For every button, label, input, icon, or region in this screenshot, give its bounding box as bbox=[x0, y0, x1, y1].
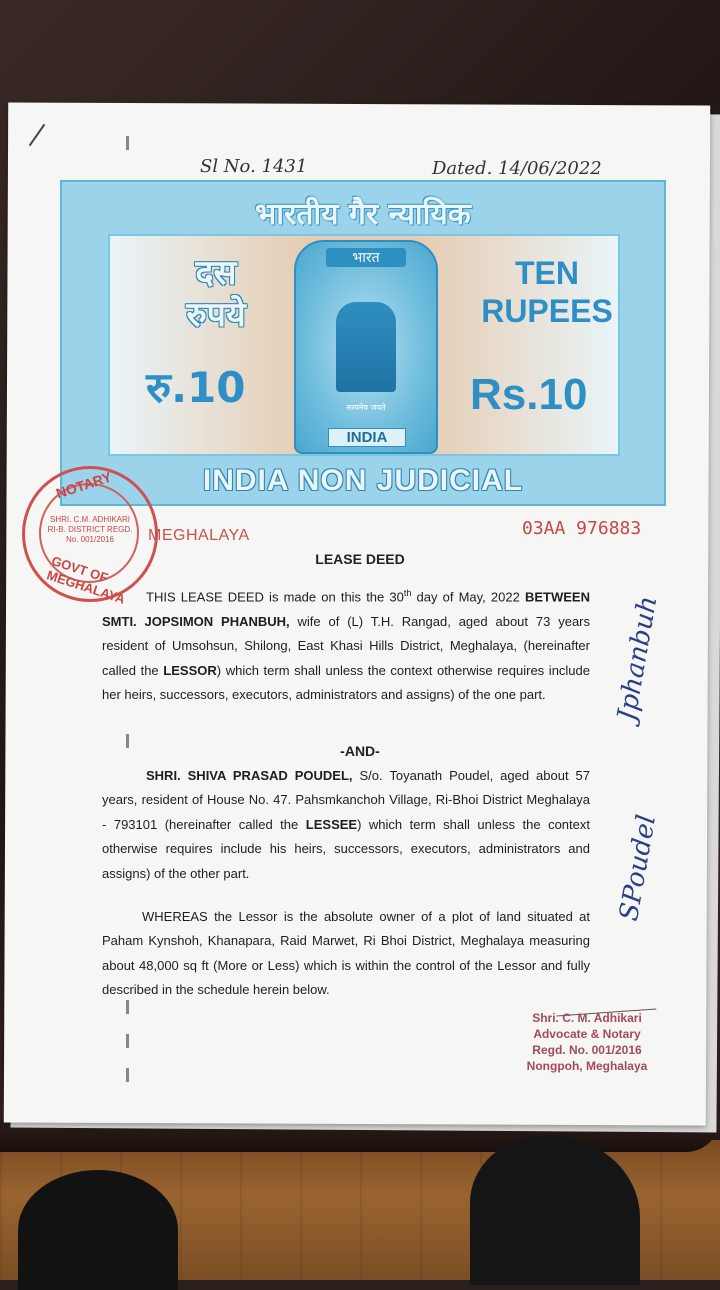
margin-mark bbox=[126, 1034, 129, 1048]
ashoka-emblem-icon bbox=[294, 240, 438, 454]
emblem-bharat-label: भारत bbox=[326, 248, 406, 267]
para1-text-a: THIS LEASE DEED is made on this the 30 bbox=[146, 589, 404, 605]
stamp-rupees: RUPEES bbox=[481, 293, 613, 329]
advocate-regd: Regd. No. 001/2016 bbox=[532, 1043, 642, 1057]
para2-text-d: ) which term shall unless the context otherwise requires include his heirs, successors, executors, administrators and assigns) of the other part. bbox=[102, 816, 590, 881]
advocate-place: Nongpoh, Meghalaya bbox=[526, 1059, 648, 1073]
lessee-label: LESSEE bbox=[305, 816, 358, 832]
advocate-name: Shri. C. M. Adhikari bbox=[532, 1011, 642, 1025]
margin-mark bbox=[126, 136, 129, 150]
stamp-ten: TEN bbox=[515, 255, 579, 291]
stamp-english-value: Rs.10 bbox=[470, 370, 588, 419]
notary-seal-inner: SHRI. C.M. ADHIKARI RI-B. DISTRICT REGD. No. 001/2016 bbox=[47, 515, 133, 544]
advocate-stamp bbox=[522, 1010, 652, 1074]
stamp-hindi-value: रु.10 bbox=[146, 363, 246, 412]
handwritten-date: Dated. 14/06/2022 bbox=[432, 158, 602, 179]
lessee-signature: SPoudel bbox=[614, 812, 663, 924]
emblem-india-label: INDIA bbox=[328, 428, 406, 447]
para1-text-b: day of May, 2022 bbox=[411, 589, 525, 605]
stamp-serial-number: 03AA 976883 bbox=[522, 518, 642, 539]
stamp-hindi-das: दस bbox=[195, 253, 237, 293]
para1-text-f: ) which term shall unless the context otherwise requires include her heirs, successors, executors, administrators and assigns) of the one part. bbox=[102, 662, 590, 702]
para1-superscript: th bbox=[403, 588, 412, 598]
notary-seal-top: NOTARY bbox=[53, 468, 114, 502]
lessee-name: SHRI. SHIVA PRASAD POUDEL, bbox=[146, 768, 353, 783]
stamp-hindi-heading: भारतीय गैर न्यायिक bbox=[255, 197, 471, 232]
emblem-motto: सत्यमेव जयते bbox=[346, 403, 386, 412]
shoe-left bbox=[18, 1170, 178, 1290]
para1-text-d: wife of (L) T.H. Rangad, aged about 73 years resident of Umsohsun, Shilong, East Khasi Hills District, Meghalaya, (hereinafter called the bbox=[102, 613, 590, 678]
para2-text-b: S/o. Toyanath Poudel, aged about 57 years, resident of House No. 47. Pahsmkanchoh Village, Ri-Bhoi District Meghalaya - 793101 (hereinafter called the bbox=[102, 768, 591, 832]
paragraph-whereas: WHEREAS the Lessor is the absolute owner of a plot of land situated at Paham Kynshoh, Khanapara, Raid Marwet, Ri Bhoi District, Meghalaya measuring about 48,000 sq ft (More or Less) which is within the control of the Lessor and fully described in the schedule herein below. bbox=[102, 909, 590, 998]
and-separator: -AND- bbox=[340, 743, 380, 759]
stamp-state: MEGHALAYA bbox=[148, 527, 250, 544]
document-title: LEASE DEED bbox=[315, 551, 405, 567]
paragraph-parties-lessee bbox=[102, 764, 590, 886]
margin-mark bbox=[126, 1000, 129, 1014]
stamp-hindi-rupaye: रुपये bbox=[186, 295, 246, 335]
lessor-label: LESSOR bbox=[163, 662, 217, 678]
paragraph-parties-lessor bbox=[102, 581, 590, 707]
stamp-bottom-banner: INDIA NON JUDICIAL bbox=[202, 464, 524, 497]
stamp-english-denomination bbox=[472, 254, 622, 330]
lessor-name: BETWEEN SMTI. JOPSIMON PHANBUH, bbox=[102, 589, 590, 629]
stamp-hindi-denomination bbox=[156, 252, 276, 336]
margin-mark bbox=[126, 1068, 129, 1082]
lessor-signature: Jphanbuh bbox=[612, 593, 664, 724]
non-judicial-stamp bbox=[60, 180, 666, 506]
lion-capital-icon bbox=[336, 302, 396, 392]
advocate-title: Advocate & Notary bbox=[533, 1027, 641, 1041]
notary-seal-bottom: GOVT OF MEGHALAYA bbox=[45, 553, 128, 607]
margin-mark bbox=[126, 734, 129, 748]
handwritten-serial-number: Sl No. 1431 bbox=[200, 156, 308, 177]
